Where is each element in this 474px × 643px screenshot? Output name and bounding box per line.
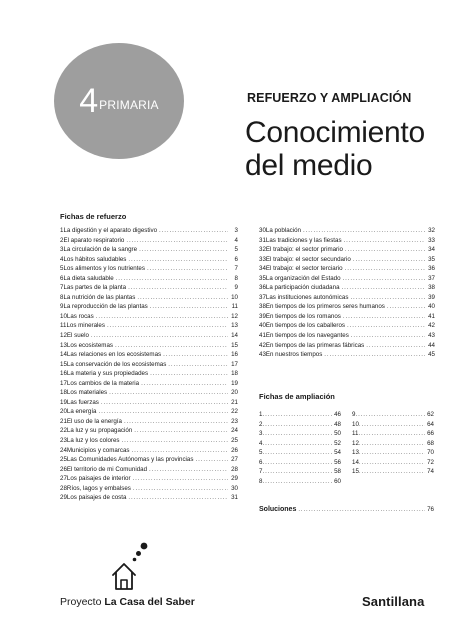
entry-title: La digestión y el aparato digestivo [63, 227, 158, 234]
toc-entry[interactable] [60, 312, 238, 322]
entry-page: 44 [428, 341, 435, 349]
entry-title: El suelo [66, 332, 89, 340]
entry-number: 28 [60, 484, 67, 492]
toc-entry[interactable] [259, 245, 435, 255]
entry-page: 52 [334, 439, 341, 447]
leader-dots [262, 410, 332, 420]
refuerzo-list-right [259, 226, 435, 360]
leader-dots [139, 245, 228, 255]
entry-page: 19 [231, 379, 238, 387]
toc-entry[interactable] [60, 446, 238, 456]
entry-page: 17 [231, 360, 238, 368]
leader-dots [131, 446, 228, 456]
ampliacion-entry[interactable] [352, 420, 434, 430]
entry-number: 27 [60, 475, 67, 483]
entry-page: 12 [231, 312, 238, 320]
entry-title: Los paisajes de interior [66, 475, 131, 483]
entry-number: 34 [259, 265, 266, 273]
entry-title: El trabajo: el sector secundario [265, 255, 351, 263]
leader-dots [128, 255, 228, 265]
toc-entry[interactable] [60, 236, 238, 246]
toc-entry[interactable] [60, 255, 238, 265]
entry-number: 8 [259, 477, 263, 485]
entry-title: La población [265, 227, 301, 234]
entry-number: 10 [352, 420, 359, 428]
leader-dots [126, 236, 228, 246]
entry-page: 62 [427, 411, 434, 418]
solutions-entry[interactable] [259, 506, 434, 513]
leader-dots [262, 420, 332, 430]
toc-entry[interactable] [259, 283, 435, 293]
entry-number: 14 [352, 458, 359, 466]
entry-number: 15 [60, 360, 67, 368]
project-name [60, 596, 195, 608]
entry-page: 38 [428, 284, 435, 292]
leader-dots [101, 398, 228, 408]
entry-page: 22 [231, 408, 238, 416]
toc-entry[interactable] [60, 455, 238, 465]
leader-dots [344, 236, 425, 246]
ampliacion-entry[interactable] [259, 467, 341, 477]
entry-number: 24 [60, 446, 67, 454]
entry-page: 46 [334, 411, 341, 418]
entry-number: 43 [259, 351, 266, 359]
entry-page: 13 [231, 322, 238, 330]
grade-badge [54, 43, 184, 159]
entry-page: 10 [231, 293, 238, 301]
leader-dots [262, 467, 332, 477]
leader-dots [168, 360, 228, 370]
entry-number: 4 [259, 439, 263, 447]
entry-number: 1 [60, 227, 64, 234]
entry-title: Los minerales [66, 322, 105, 330]
entry-number: 6 [60, 274, 64, 282]
entry-title: En tiempos de los navegantes [265, 332, 349, 340]
entry-number: 42 [259, 341, 266, 349]
entry-title: El uso de la energía [66, 417, 122, 425]
entry-page: 41 [428, 312, 435, 320]
ampliacion-entry[interactable] [352, 467, 434, 477]
entry-title: Las instituciones autonómicas [265, 293, 349, 301]
entry-page: 11 [231, 303, 238, 311]
entry-page: 64 [427, 420, 434, 428]
toc-entry[interactable] [259, 302, 435, 312]
entry-number: 39 [259, 312, 266, 320]
toc-entry[interactable] [60, 493, 238, 503]
leader-dots [359, 448, 425, 458]
leader-dots [147, 264, 228, 274]
toc-entry[interactable] [60, 283, 238, 293]
entry-page: 50 [334, 430, 341, 438]
leader-dots [262, 439, 332, 449]
entry-page: 6 [234, 255, 238, 263]
leader-dots [163, 350, 228, 360]
leader-dots [342, 283, 425, 293]
entry-number: 1 [259, 411, 263, 418]
entry-number: 40 [259, 322, 266, 330]
leader-dots [353, 255, 425, 265]
toc-entry[interactable] [60, 474, 238, 484]
entry-page: 74 [427, 468, 434, 476]
grade-number: 4 [79, 82, 99, 120]
toc-entry[interactable] [259, 236, 435, 246]
toc-entry[interactable] [259, 255, 435, 265]
entry-page: 48 [334, 420, 341, 428]
entry-page: 5 [234, 246, 238, 254]
leader-dots [122, 436, 228, 446]
toc-entry[interactable] [60, 388, 238, 398]
entry-title: Las rocas [66, 312, 94, 320]
entry-title: Las partes de la planta [63, 284, 127, 292]
entry-number: 30 [259, 227, 266, 234]
entry-number: 3 [259, 430, 263, 438]
toc-entry[interactable] [60, 436, 238, 446]
entry-page: 37 [428, 274, 435, 282]
toc-entry[interactable] [259, 264, 435, 274]
toc-entry[interactable] [60, 264, 238, 274]
entry-page: 28 [231, 465, 238, 473]
leader-dots [109, 388, 228, 398]
toc-entry[interactable] [60, 245, 238, 255]
toc-entry[interactable] [259, 312, 435, 322]
entry-page: 27 [231, 456, 238, 464]
entry-page: 34 [428, 246, 435, 254]
entry-number: 13 [60, 341, 67, 349]
entry-page: 43 [428, 332, 435, 340]
toc-entry[interactable] [60, 398, 238, 408]
leader-dots [195, 455, 228, 465]
ampliacion-entry[interactable] [259, 410, 341, 420]
entry-title: En tiempos de los caballeros [265, 322, 345, 330]
entry-number: 10 [60, 312, 67, 320]
entry-number: 21 [60, 417, 67, 425]
entry-title: Las fuerzas [66, 398, 99, 406]
entry-page: 21 [231, 398, 238, 406]
leader-dots [350, 293, 425, 303]
leader-dots [149, 465, 228, 475]
entry-number: 23 [60, 437, 67, 445]
toc-entry[interactable] [60, 302, 238, 312]
entry-title: Los hábitos saludables [63, 255, 127, 263]
leader-dots [262, 429, 332, 439]
leader-dots [150, 369, 228, 379]
ampliacion-list-col1 [259, 410, 341, 486]
entry-page: 30 [231, 484, 238, 492]
leader-dots [115, 341, 228, 351]
entry-page: 7 [234, 265, 238, 273]
leader-dots [133, 484, 228, 494]
solutions-label: Soluciones [259, 506, 297, 513]
entry-number: 7 [259, 468, 263, 476]
solutions-page: 76 [427, 506, 434, 513]
entry-title: Las tradiciones y las fiestas [265, 236, 342, 244]
ampliacion-list-col2 [352, 410, 434, 477]
entry-page: 29 [231, 475, 238, 483]
ampliacion-entry[interactable] [259, 429, 341, 439]
leader-dots [159, 226, 228, 236]
entry-title: Los alimentos y los nutrientes [63, 265, 145, 273]
leader-dots [359, 458, 425, 468]
entry-page: 60 [334, 477, 341, 485]
entry-title: Las Comunidades Autónomas y las provincias [66, 456, 194, 464]
entry-number: 5 [259, 449, 263, 457]
entry-page: 40 [428, 303, 435, 311]
entry-number: 20 [60, 408, 67, 416]
toc-entry[interactable] [259, 350, 435, 360]
entry-number: 19 [60, 398, 67, 406]
entry-number: 11 [60, 322, 67, 330]
toc-entry[interactable] [259, 226, 435, 236]
project-title: La Casa del Saber [104, 596, 195, 608]
entry-page: 42 [428, 322, 435, 330]
entry-page: 20 [231, 389, 238, 397]
toc-entry[interactable] [60, 369, 238, 379]
entry-title: Ríos, lagos y embalses [66, 484, 131, 492]
entry-title: La luz y su propagación [66, 427, 133, 435]
leader-dots [128, 493, 228, 503]
toc-entry[interactable] [60, 407, 238, 417]
ampliacion-entry[interactable] [259, 458, 341, 468]
toc-entry[interactable] [259, 341, 435, 351]
entry-number: 3 [60, 246, 64, 254]
ampliacion-entry[interactable] [259, 439, 341, 449]
leader-dots [141, 379, 228, 389]
entry-page: 36 [428, 265, 435, 273]
toc-entry[interactable] [259, 293, 435, 303]
toc-entry[interactable] [60, 274, 238, 284]
entry-number: 16 [60, 370, 67, 378]
toc-entry[interactable] [259, 331, 435, 341]
leader-dots [133, 474, 228, 484]
leader-dots [324, 350, 425, 360]
entry-title: Los cambios de la materia [66, 379, 140, 387]
title-line-1: Conocimiento [245, 116, 425, 149]
toc-entry[interactable] [60, 226, 238, 236]
publisher-logo: Santillana [362, 594, 425, 609]
entry-page: 33 [428, 236, 435, 244]
entry-title: El territorio de mi Comunidad [66, 465, 148, 473]
entry-title: Municipios y comarcas [66, 446, 130, 454]
entry-title: La organización del Estado [265, 274, 341, 282]
entry-page: 39 [428, 293, 435, 301]
toc-entry[interactable] [60, 484, 238, 494]
toc-entry[interactable] [60, 350, 238, 360]
toc-entry[interactable] [60, 341, 238, 351]
leader-dots [134, 426, 228, 436]
leader-dots [345, 264, 425, 274]
entry-page: 18 [231, 370, 238, 378]
project-prefix: Proyecto [60, 596, 102, 608]
ampliacion-entry[interactable] [352, 410, 434, 420]
leader-dots [116, 274, 228, 284]
leader-dots [355, 410, 425, 420]
entry-page: 66 [427, 430, 434, 438]
entry-number: 35 [259, 274, 266, 282]
leader-dots [347, 321, 425, 331]
entry-number: 9 [60, 303, 64, 311]
leader-dots [107, 321, 228, 331]
entry-number: 11 [352, 430, 359, 438]
leader-dots [359, 420, 425, 430]
entry-number: 31 [259, 236, 266, 244]
leader-dots [358, 429, 425, 439]
entry-title: La luz y los colores [66, 437, 120, 445]
toc-entry[interactable] [259, 274, 435, 284]
entry-title: El trabajo: el sector terciario [265, 265, 343, 273]
entry-title: La reproducción de las plantas [63, 303, 148, 311]
toc-entry[interactable] [60, 360, 238, 370]
entry-number: 22 [60, 427, 67, 435]
ampliacion-entry[interactable] [352, 439, 434, 449]
entry-page: 54 [334, 449, 341, 457]
toc-entry[interactable] [60, 379, 238, 389]
entry-number: 4 [60, 255, 64, 263]
leader-dots [366, 341, 425, 351]
entry-number: 2 [259, 420, 263, 428]
entry-number: 2 [60, 236, 64, 244]
entry-page: 70 [427, 449, 434, 457]
entry-title: La nutrición de las plantas [63, 293, 136, 301]
entry-page: 8 [234, 274, 238, 282]
entry-title: El trabajo: el sector primario [265, 246, 343, 254]
leader-dots [150, 302, 228, 312]
entry-title: Los paisajes de costa [66, 494, 127, 502]
grade-label: PRIMARIA [99, 98, 159, 112]
entry-page: 15 [231, 341, 238, 349]
entry-title: La materia y sus propiedades [66, 370, 149, 378]
leader-dots [262, 477, 332, 487]
leader-dots [351, 331, 425, 341]
ampliacion-entry[interactable] [259, 448, 341, 458]
entry-title: En nuestros tiempos [265, 351, 323, 359]
entry-title: En tiempos de las primeras fábricas [265, 341, 365, 349]
toc-entry[interactable] [60, 321, 238, 331]
entry-number: 32 [259, 246, 266, 254]
toc-entry[interactable] [60, 465, 238, 475]
entry-page: 25 [231, 437, 238, 445]
leader-dots [137, 293, 228, 303]
entry-number: 41 [259, 332, 266, 340]
ampliacion-heading: Fichas de ampliación [259, 392, 335, 401]
leader-dots [96, 312, 228, 322]
entry-number: 37 [259, 293, 266, 301]
ampliacion-entry[interactable] [352, 429, 434, 439]
entry-number: 5 [60, 265, 64, 273]
entry-page: 4 [234, 236, 238, 244]
entry-page: 31 [231, 494, 238, 502]
entry-page: 32 [428, 227, 435, 234]
entry-page: 72 [427, 458, 434, 466]
entry-number: 26 [60, 465, 67, 473]
leader-dots [345, 245, 425, 255]
entry-page: 9 [234, 284, 238, 292]
leader-dots [128, 283, 228, 293]
page-title [245, 116, 425, 182]
entry-title: Las relaciones en los ecosistemas [66, 351, 162, 359]
ampliacion-entry[interactable] [352, 458, 434, 468]
entry-page: 26 [231, 446, 238, 454]
entry-title: La dieta saludable [63, 274, 114, 282]
entry-number: 14 [60, 351, 67, 359]
entry-page: 16 [231, 351, 238, 359]
refuerzo-heading: Fichas de refuerzo [60, 212, 127, 221]
toc-entry[interactable] [60, 426, 238, 436]
entry-title: La energía [66, 408, 97, 416]
leader-dots [98, 407, 228, 417]
entry-title: La participación ciudadana [265, 284, 340, 292]
entry-number: 18 [60, 389, 67, 397]
leader-dots [343, 312, 425, 322]
entry-page: 24 [231, 427, 238, 435]
leader-dots [262, 458, 332, 468]
entry-number: 13 [352, 449, 359, 457]
entry-title: La circulación de la sangre [63, 246, 138, 254]
entry-page: 23 [231, 417, 238, 425]
entry-title: En tiempos de los primeros seres humanos [265, 303, 385, 311]
leader-dots [359, 439, 425, 449]
entry-page: 35 [428, 255, 435, 263]
entry-page: 58 [334, 468, 341, 476]
entry-title: En tiempos de los romanos [265, 312, 341, 320]
entry-page: 14 [231, 332, 238, 340]
entry-number: 8 [60, 293, 64, 301]
title-line-2: del medio [245, 149, 373, 182]
leader-dots [262, 448, 332, 458]
house-logo-icon [110, 542, 154, 594]
entry-number: 12 [352, 439, 359, 447]
entry-number: 38 [259, 303, 266, 311]
toc-entry[interactable] [60, 331, 238, 341]
leader-dots [343, 274, 425, 284]
ampliacion-entry[interactable] [259, 477, 341, 487]
ampliacion-entry[interactable] [352, 448, 434, 458]
entry-title: La conservación de los ecosistemas [66, 360, 167, 368]
toc-entry[interactable] [259, 321, 435, 331]
entry-page: 3 [234, 227, 238, 234]
entry-title: El aparato respiratorio [63, 236, 125, 244]
entry-page: 56 [334, 458, 341, 466]
entry-number: 15 [352, 468, 359, 476]
entry-number: 25 [60, 456, 67, 464]
refuerzo-list-left [60, 226, 238, 503]
entry-title: Los materiales [66, 389, 108, 397]
entry-page: 45 [428, 351, 435, 359]
series-title: REFUERZO Y AMPLIACIÓN [247, 91, 412, 105]
leader-dots [387, 302, 425, 312]
entry-page: 68 [427, 439, 434, 447]
entry-number: 12 [60, 332, 67, 340]
entry-number: 17 [60, 379, 67, 387]
entry-title: Los ecosistemas [66, 341, 113, 349]
ampliacion-entry[interactable] [259, 420, 341, 430]
entry-number: 6 [259, 458, 263, 466]
leader-dots [91, 331, 228, 341]
entry-number: 33 [259, 255, 266, 263]
leader-dots [298, 507, 425, 513]
leader-dots [359, 467, 425, 477]
entry-number: 9 [352, 411, 356, 418]
entry-number: 36 [259, 284, 266, 292]
entry-number: 7 [60, 284, 64, 292]
leader-dots [303, 226, 425, 236]
toc-entry[interactable] [60, 293, 238, 303]
entry-number: 29 [60, 494, 67, 502]
toc-entry[interactable] [60, 417, 238, 427]
leader-dots [124, 417, 228, 427]
